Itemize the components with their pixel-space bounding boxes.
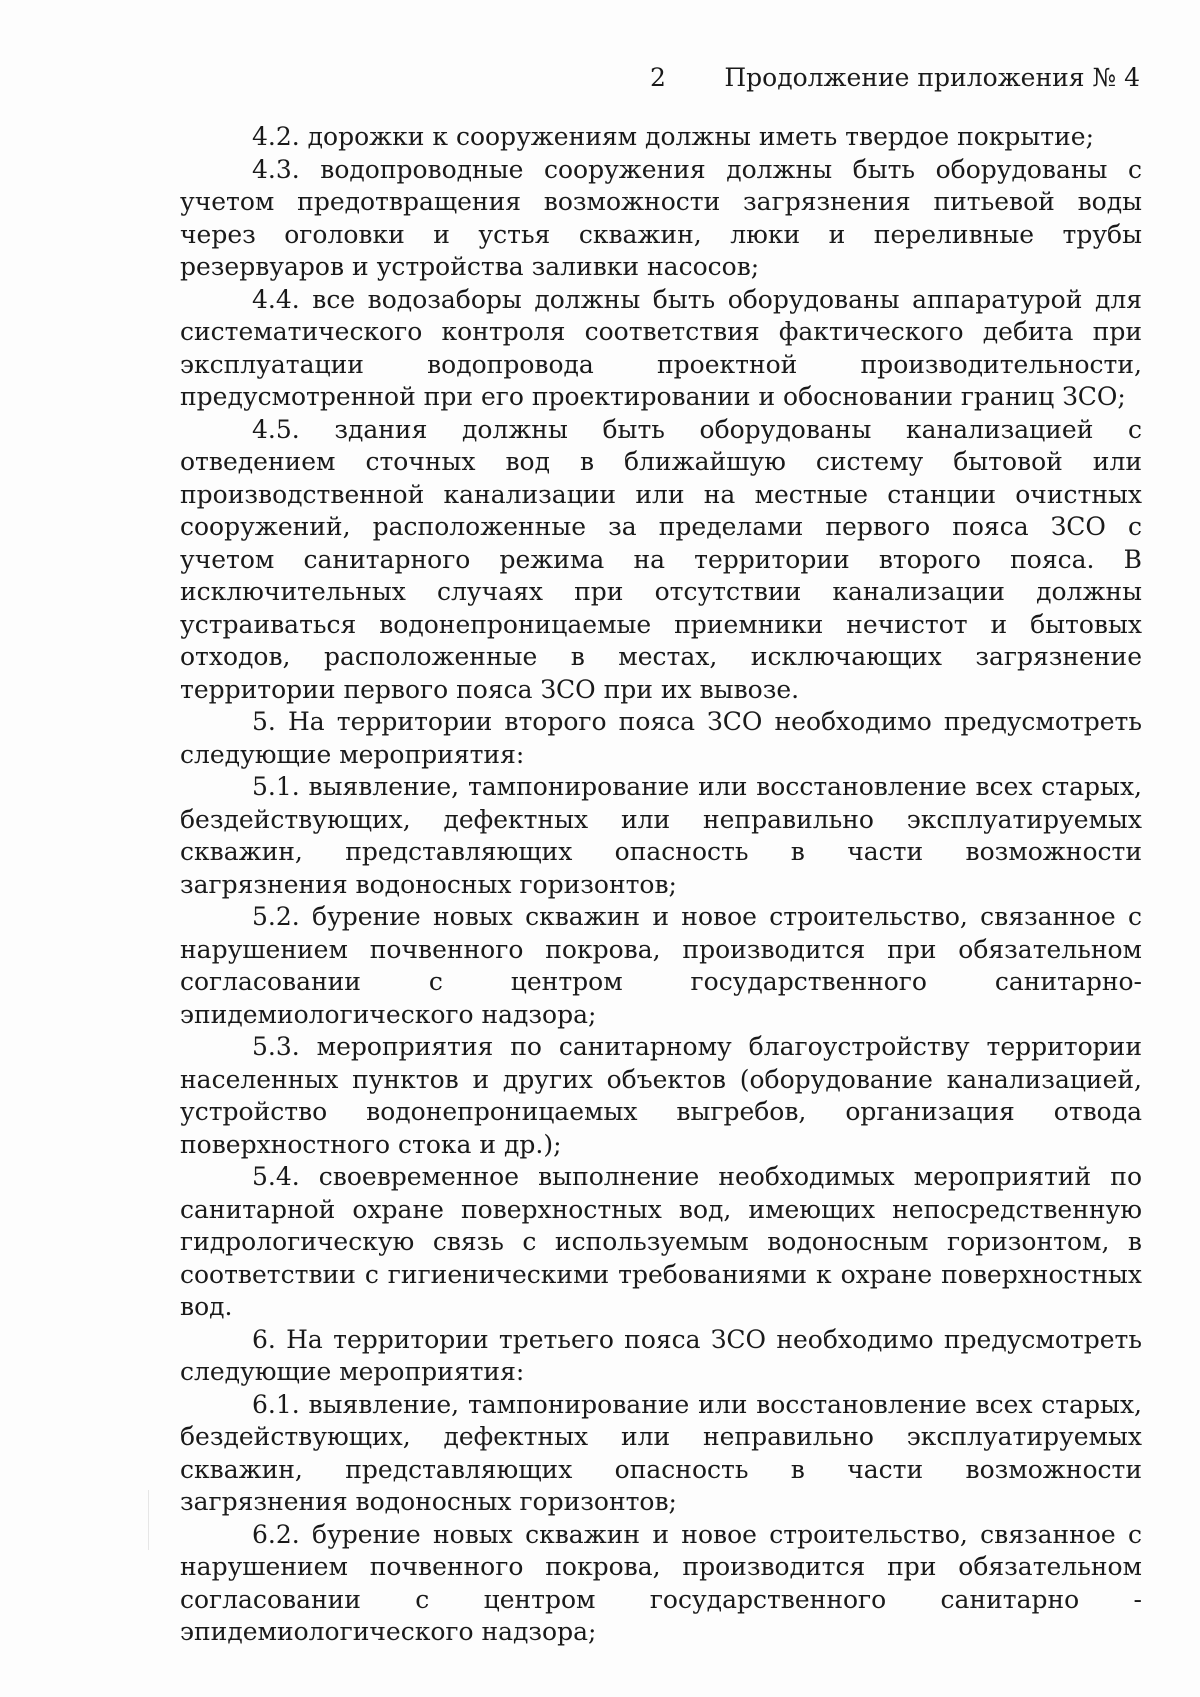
page-number: 2 (650, 63, 666, 92)
paragraph-6-1: 6.1. выявление, тампонирование или восстановление всех старых, бездействующих, дефектных или неправильно эксплуатируемых скважин, представляющих опасность в части возможности загрязнения водоносных горизонтов; (180, 1389, 1142, 1516)
paragraph-5: 5. На территории второго пояса ЗСО необходимо предусмотреть следующие мероприятия: (180, 707, 1142, 769)
paragraph-5-1: 5.1. выявление, тампонирование или восстановление всех старых, бездействующих, дефектных или неправильно эксплуатируемых скважин, представляющих опасность в части возможности загрязнения водоносных горизонтов; (180, 772, 1142, 899)
paragraph-5-4: 5.4. своевременное выполнение необходимых мероприятий по санитарной охране поверхностных вод, имеющих непосредственную гидрологическую связь с используемым водоносным горизонтом, в соответствии с гигиеническими требованиями к охране поверхностных вод. (180, 1162, 1142, 1321)
paragraph-4-4: 4.4. все водозаборы должны быть оборудованы аппаратурой для систематического контроля соответствия фактического дебита при эксплуатации водопровода проектной производительности, предусмотренной при его проектировании и обосновании границ ЗСО; (180, 284, 1142, 411)
paragraph-4-5: 4.5. здания должны быть оборудованы канализацией с отведением сточных вод в ближайшую систему бытовой или производственной канализации или на местные станции очистных сооружений, расположенные за пределами первого пояса ЗСО с учетом санитарного режима на территории второго пояса. В исключительных случаях при отсутствии канализации должны устраиваться водонепроницаемые приемники нечистот и бытовых отходов, расположенные в местах, исключающих загрязнение территории первого пояса ЗСО при их вывозе. (180, 414, 1142, 704)
paragraph-6-2: 6.2. бурение новых скважин и новое строительство, связанное с нарушением почвенного покрова, производится при обязательном согласовании с центром государственного санитарно - эпидемиологического надзора; (180, 1519, 1142, 1646)
paragraph-5-2: 5.2. бурение новых скважин и новое строительство, связанное с нарушением почвенного покрова, производится при обязательном согласовании с центром государственного санитарно-эпидемиологического надзора; (180, 902, 1142, 1029)
paragraph-4-2: 4.2. дорожки к сооружениям должны иметь твердое покрытие; (252, 122, 1095, 151)
paragraph-5-3: 5.3. мероприятия по санитарному благоустройству территории населенных пунктов и других объектов (оборудование канализацией, устройство водонепроницаемых выгребов, организация отвода поверхностного стока и др.); (180, 1032, 1142, 1159)
paragraph-4-3: 4.3. водопроводные сооружения должны быть оборудованы с учетом предотвращения возможности загрязнения питьевой воды через оголовки и устья скважин, люки и переливные трубы резервуаров и устройства заливки насосов; (180, 154, 1142, 281)
document-body (180, 121, 1142, 1649)
scan-margin-mark (148, 1490, 149, 1550)
page-header (180, 58, 1140, 98)
appendix-continuation-label: Продолжение приложения № 4 (724, 63, 1140, 92)
paragraph-6: 6. На территории третьего пояса ЗСО необходимо предусмотреть следующие мероприятия: (180, 1324, 1142, 1386)
